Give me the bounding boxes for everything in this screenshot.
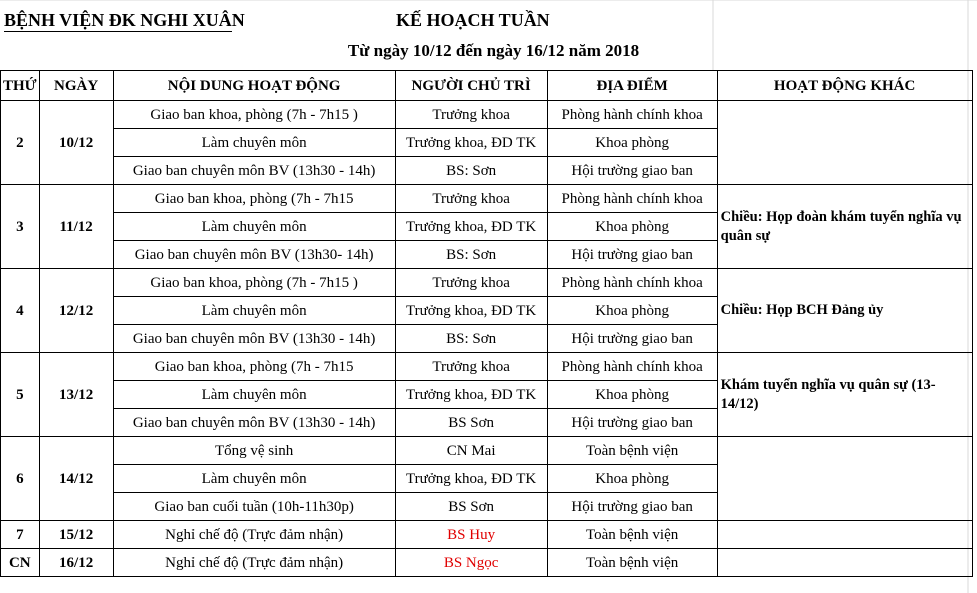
place-cell: Phòng hành chính khoa [547,185,717,213]
table-row [1,185,973,213]
date-range: Từ ngày 10/12 đến ngày 16/12 năm 2018 [347,41,640,60]
other-activity-cell [717,549,972,577]
host-cell: BS Sơn [395,493,547,521]
other-activity-cell [717,437,972,521]
place-cell: Hội trường giao ban [547,493,717,521]
host-cell: Trưởng khoa, ĐD TK [395,129,547,157]
header-row [1,71,973,101]
day-of-week-cell: 5 [1,353,40,437]
place-cell: Hội trường giao ban [547,241,717,269]
other-activity-cell [717,521,972,549]
place-cell: Khoa phòng [547,297,717,325]
place-cell: Phòng hành chính khoa [547,269,717,297]
place-cell: Khoa phòng [547,381,717,409]
date-cell: 10/12 [39,101,113,185]
day-of-week-cell: CN [1,549,40,577]
date-cell: 13/12 [39,353,113,437]
place-cell: Phòng hành chính khoa [547,101,717,129]
activity-cell: Làm chuyên môn [113,297,395,325]
col-header-thu: THỨ [1,71,40,101]
place-cell: Khoa phòng [547,465,717,493]
host-cell: Trưởng khoa [395,269,547,297]
place-cell: Toàn bệnh viện [547,437,717,465]
host-cell: Trưởng khoa, ĐD TK [395,465,547,493]
table-row [1,353,973,381]
host-cell: BS: Sơn [395,325,547,353]
host-cell: Trưởng khoa [395,101,547,129]
activity-cell: Giao ban chuyên môn BV (13h30- 14h) [113,241,395,269]
host-cell: BS Sơn [395,409,547,437]
activity-cell: Nghỉ chế độ (Trực đảm nhận) [113,549,395,577]
activity-cell: Giao ban chuyên môn BV (13h30 - 14h) [113,409,395,437]
host-cell: BS Huy [395,521,547,549]
col-header-noi-dung: NỘI DUNG HOẠT ĐỘNG [113,71,395,101]
other-activity-cell: Chiều: Họp BCH Đảng ủy [717,269,972,353]
host-cell: BS: Sơn [395,157,547,185]
activity-cell: Làm chuyên môn [113,381,395,409]
place-cell: Hội trường giao ban [547,409,717,437]
hospital-name: BỆNH VIỆN ĐK NGHI XUÂN [4,10,245,30]
day-of-week-cell: 4 [1,269,40,353]
host-cell: BS Ngọc [395,549,547,577]
col-header-hoat-dong-khac: HOẠT ĐỘNG KHÁC [717,71,972,101]
activity-cell: Giao ban khoa, phòng (7h - 7h15 ) [113,101,395,129]
place-cell: Hội trường giao ban [547,325,717,353]
day-of-week-cell: 3 [1,185,40,269]
activity-cell: Giao ban chuyên môn BV (13h30 - 14h) [113,157,395,185]
date-cell: 12/12 [39,269,113,353]
activity-cell: Làm chuyên môn [113,213,395,241]
date-cell: 16/12 [39,549,113,577]
host-cell: Trưởng khoa [395,185,547,213]
activity-cell: Giao ban khoa, phòng (7h - 7h15 [113,185,395,213]
day-of-week-cell: 2 [1,101,40,185]
host-cell: CN Mai [395,437,547,465]
place-cell: Phòng hành chính khoa [547,353,717,381]
date-cell: 14/12 [39,437,113,521]
host-cell: BS: Sơn [395,241,547,269]
date-cell: 15/12 [39,521,113,549]
activity-cell: Giao ban cuối tuần (10h-11h30p) [113,493,395,521]
activity-cell: Làm chuyên môn [113,465,395,493]
activity-cell: Giao ban chuyên môn BV (13h30 - 14h) [113,325,395,353]
table-row [1,437,973,465]
col-header-nguoi-chu-tri: NGƯỜI CHỦ TRÌ [395,71,547,101]
table-row [1,269,973,297]
table-row [1,101,973,129]
table-row [1,549,973,577]
other-activity-cell: Chiều: Họp đoàn khám tuyển nghĩa vụ quân sự [717,185,972,269]
other-activity-cell: Khám tuyển nghĩa vụ quân sự (13-14/12) [717,353,972,437]
place-cell: Khoa phòng [547,213,717,241]
host-cell: Trưởng khoa, ĐD TK [395,297,547,325]
col-header-dia-diem: ĐỊA ĐIỂM [547,71,717,101]
host-cell: Trưởng khoa, ĐD TK [395,213,547,241]
place-cell: Toàn bệnh viện [547,521,717,549]
activity-cell: Làm chuyên môn [113,129,395,157]
place-cell: Khoa phòng [547,129,717,157]
host-cell: Trưởng khoa [395,353,547,381]
place-cell: Toàn bệnh viện [547,549,717,577]
plan-title: KẾ HOẠCH TUẦN [396,10,550,30]
day-of-week-cell: 6 [1,437,40,521]
activity-cell: Giao ban khoa, phòng (7h - 7h15 ) [113,269,395,297]
activity-cell: Giao ban khoa, phòng (7h - 7h15 [113,353,395,381]
activity-cell: Nghỉ chế độ (Trực đảm nhận) [113,521,395,549]
weekly-schedule-table [0,70,973,577]
place-cell: Hội trường giao ban [547,157,717,185]
table-row [1,521,973,549]
date-cell: 11/12 [39,185,113,269]
other-activity-cell [717,101,972,185]
day-of-week-cell: 7 [1,521,40,549]
host-cell: Trưởng khoa, ĐD TK [395,381,547,409]
activity-cell: Tổng vệ sinh [113,437,395,465]
col-header-ngay: NGÀY [39,71,113,101]
